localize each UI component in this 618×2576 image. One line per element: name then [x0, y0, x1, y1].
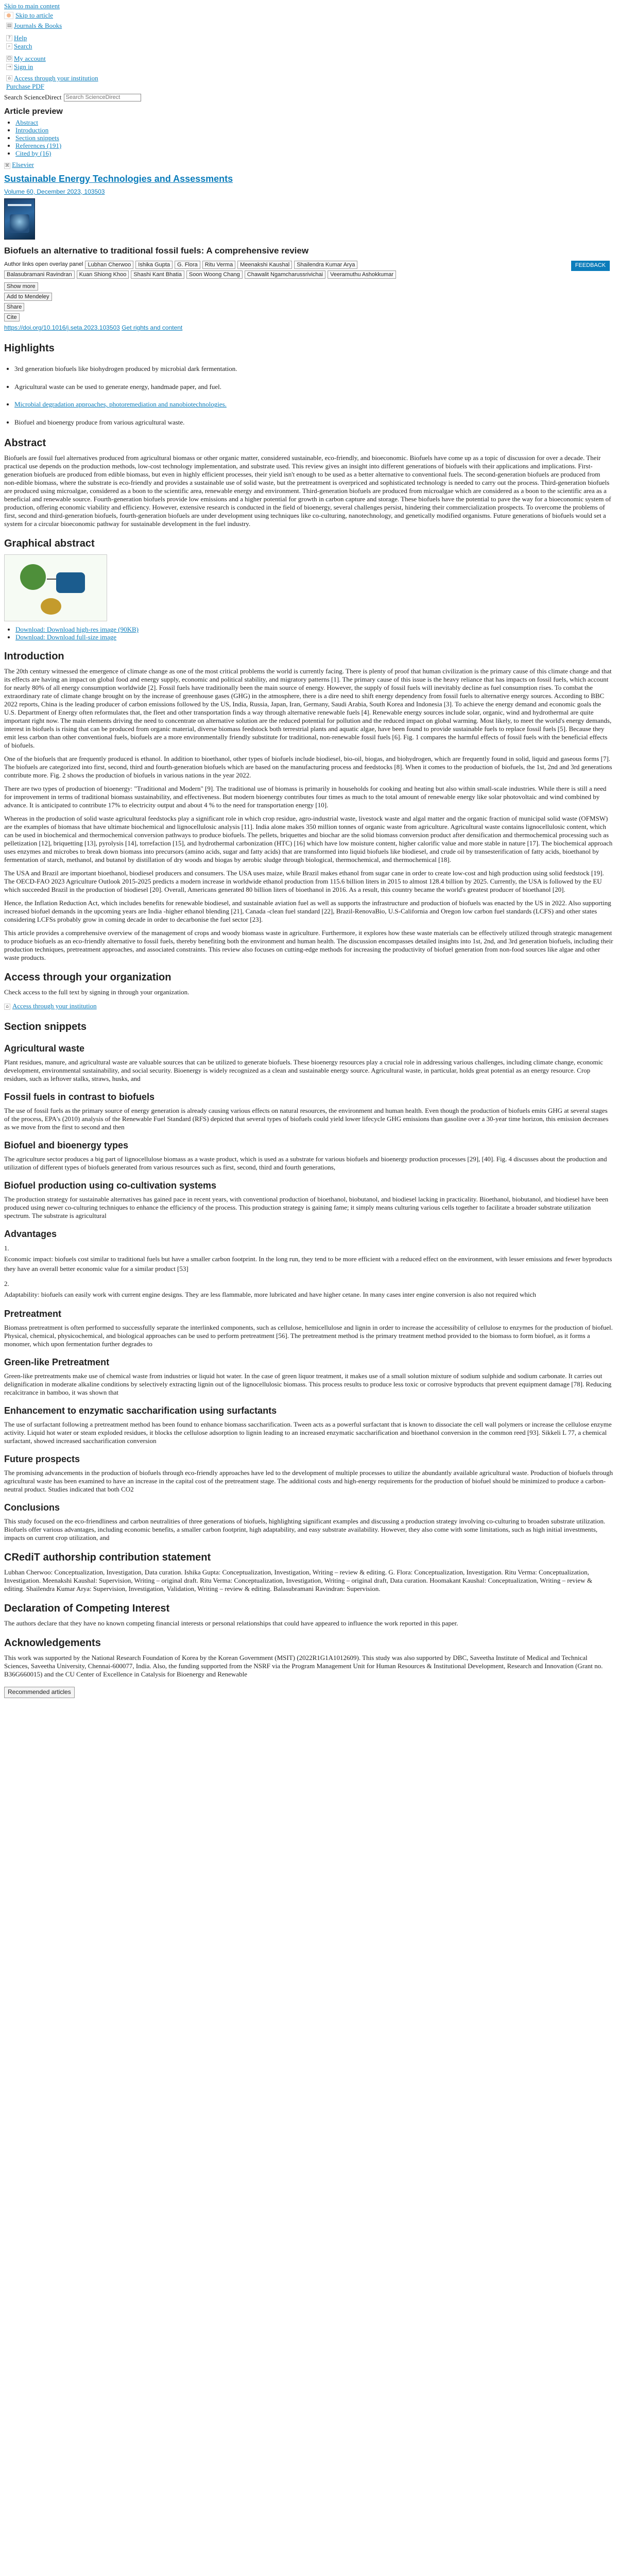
- elsevier-icon: ⌘: [5, 163, 10, 169]
- download-full-size-link[interactable]: Download: Download full-size image: [15, 633, 117, 641]
- snippet-text: The production strategy for sustainable alternatives has gained pace in recent years, with conventional production of bioethanol, biobutanol, and biodiesel lacking in practicality. Bioethanol, biobutanol, and biodiesel have been produced using newer co-culturing techniques to enhance the efficiency of the process. This production strategy is gaining fame; it simply means culturing various cells together to facilitate a broader substrate utilization spectrum. The substrate is agricultural: [4, 1195, 609, 1220]
- add-mendeley-button[interactable]: Add to Mendeley: [4, 293, 52, 301]
- institution-icon: ⌂: [4, 1004, 10, 1010]
- authors-row: [4, 261, 614, 269]
- cite-button[interactable]: Cite: [4, 313, 20, 321]
- credit-text: Lubhan Cherwoo: Conceptualization, Investigation, Data curation. Ishika Gupta: Conceptualization, Investigation, Writing – review & editing. G. Flora: Conceptualization, Investigation. Ritu Verma: Conceptualization, Investigation. Meenakshi Kaushal: Supervision, Writing – original draft. Ritu Verma: Conceptualization, Investigation, Writing – original draft, Data curation. Hoomakant Kaushal: Conceptualization, Writing – review & editing. Shailendra Kumar Arya: Supervision, Investigation, Validation, Writing – review & editing. Balasubramani Ravindran: Supervision.: [4, 1568, 592, 1593]
- advantages-title: Advantages: [4, 1229, 57, 1240]
- access-institution-link[interactable]: Access through your institution: [14, 74, 98, 82]
- skip-to-main-link[interactable]: Skip to main content: [4, 2, 60, 10]
- author-chip[interactable]: Chawalit Ngamcharussrivichai: [245, 270, 325, 279]
- highlight-item: • 3rd generation biofuels like biohydrogen produced by microbial dark fermentation.: [14, 364, 614, 374]
- snippet-title: Biofuel production using co-cultivation systems: [4, 1180, 217, 1191]
- search-input[interactable]: [64, 94, 141, 101]
- user-nav: [4, 34, 614, 50]
- toc-introduction[interactable]: Introduction: [15, 126, 49, 134]
- declaration-heading: Declaration of Competing Interest: [4, 1603, 170, 1615]
- highlight-item: • Biofuel and bioenergy produce from various agricultural waste.: [14, 418, 614, 428]
- ga-downloads: [15, 625, 614, 641]
- search-label: Search ScienceDirect: [4, 93, 62, 101]
- intro-paragraph: Hence, the Inflation Reduction Act, which includes benefits for renewable biodiesel, and sustainable aviation fuel as well as supports the infrastructure and production of biofuels was enacted by the US in 2022. Also supporting increased biofuel demands in the upcoming years are India -higher ethanol blending [21], Canada -clean fuel standard [22], Brazil-RenovaBio, U.S-California and Oregon low carbon fuel standards (LCFS) and other states considering LCFSs probably grow in coming decade in order to decarbonise the fuel sector [23].: [4, 899, 611, 924]
- authors-row-2: [4, 270, 614, 279]
- journal-issue-link[interactable]: Volume 60, December 2023, 103503: [4, 188, 105, 195]
- snippet-text: Green-like pretreatments make use of chemical waste from industries or liquid hot water. In the case of green liquor treatment, it makes use of a small solution mixture of sodium sulphide and sodium carbonate. It carries out delignification in moderate alkaline conditions by selectively extracting lignin out of the lignocellulosic biomass. This process results to produce less toxic or corrosive byproducts that prevent equipment damage [78]. Reducing recalcitrance in bamboo, it was shown that: [4, 1371, 612, 1396]
- snippet-title: Fossil fuels in contrast to biofuels: [4, 1092, 155, 1103]
- snippet-title: Biofuel and bioenergy types: [4, 1140, 129, 1151]
- advantages-list: [4, 1244, 614, 1299]
- article-title: Biofuels an alternative to traditional fossil fuels: A comprehensive review: [4, 246, 309, 256]
- journal-title-link[interactable]: Sustainable Energy Technologies and Assessments: [4, 173, 233, 184]
- skip-to-article-link[interactable]: Skip to article: [15, 11, 53, 19]
- author-chip[interactable]: Lubhan Cherwoo: [85, 261, 133, 269]
- journals-icon: ▤: [7, 23, 12, 28]
- introduction-heading: Introduction: [4, 651, 64, 663]
- my-account-link[interactable]: My account: [14, 55, 46, 62]
- institution-icon: ⌂: [6, 75, 12, 81]
- author-chip[interactable]: G. Flora: [175, 261, 200, 269]
- snippet-text: The use of surfactant following a pretreatment method has been found to enhance biomass saccharification. Tween acts as a powerful surfactant that is known to dissociate the cell wall polymers or increase the cellulose enzyme activity. Liquid hot water or steam exploded residues, it blocks the cellulose adsorption to lignin leading to an increased enzymatic saccharification and bioethanol conversion in the common reed [93]. Sikkeli L 77, a chemical surfactant, showed increased saccharification conversion: [4, 1420, 612, 1445]
- search-bar: [4, 93, 614, 103]
- help-link[interactable]: Help: [14, 34, 27, 42]
- intro-paragraph: There are two types of production of bioenergy: "Traditional and Modern" [9]. The traditional use of biomass is primarily in households for cooking and heating but also within small-scale industries. While there is still a need for improvement in terms of traditional biomass sustainability, and effectiveness. But modern bioenergy contributes four times as much to the total amount of renewable energy like solar photovoltaic and wind combined by advance. It is anticipated to contribute 17% to electricity output and about 4 % to the need for transportation energy [10].: [4, 785, 607, 809]
- credit-heading: CRediT authorship contribution statement: [4, 1552, 211, 1564]
- top-nav: [4, 22, 614, 30]
- access-nav: [4, 74, 614, 91]
- search-link[interactable]: Search: [14, 42, 32, 50]
- snippet-text: The agriculture sector produces a big part of lignocellulose biomass as a waste product, which is used as a substrate for various biofuels and bioenergy production processes [29], [40]. Fig. 4 discusses about the production and utilization of different types of biofuels generated from various resources such as first, second, third and fourth generations,: [4, 1155, 607, 1172]
- intro-paragraph: One of the biofuels that are frequently produced is ethanol. In addition to bioethanol, other types of biofuels include biodiesel, bio-oil, biogas, and biohydrogen, which are frequently found in solid, liquid and gaseous forms [7]. The biofuels are categorized into first, second, third and fourth-generation biofuels which are based on the manufacturing process and feedstocks [8]. When it comes to the production of biofuels, the 1st, 2nd and 3rd generations contribute more. Fig. 2 shows the production of biofuels in various nations in the year 2022.: [4, 755, 612, 779]
- preview-toc: [15, 118, 614, 157]
- snippet-title: Future prospects: [4, 1453, 80, 1464]
- account-icon: ☺: [7, 56, 12, 61]
- author-chip[interactable]: Ritu Verma: [202, 261, 235, 269]
- snippet-title: Enhancement to enzymatic saccharification using surfactants: [4, 1405, 277, 1416]
- search-icon: ⌕: [6, 43, 12, 49]
- snippet-text: Plant residues, manure, and agricultural waste are valuable sources that can be utilized to generate biofuels. These bioenergy resources play a crucial role in addressing various challenges, including climate change, economic development, environmental sustainability, and social security. Bioenergy is widely recognized as a clean and sustainable energy source. Agricultural waste, in particular, holds great potential as an energy resource. Crop residues, such as leftover stalks, straws, husks, and: [4, 1058, 603, 1083]
- snippet-text: The use of fossil fuels as the primary source of energy generation is already causing various effects on natural resources, the environment and human health. Even though the production of biofuels emits GHG at several stages of the process, EPA's (2010) analysis of the Renewable Fuel Standard (RFS) depicted that several types of biofuels could yield lower lifecycle GHG emissions than gasoline over a 30-year time horizon, this emission decreases as we move from the first to second and then: [4, 1107, 609, 1131]
- declaration-text: The authors declare that they have no known competing financial interests or personal relationships that could have appeared to influence the work reported in this paper.: [4, 1619, 458, 1628]
- recommended-articles-button[interactable]: Recommended articles: [4, 1687, 75, 1698]
- elsevier-logo-icon[interactable]: [4, 12, 13, 19]
- share-button[interactable]: Share: [4, 303, 24, 311]
- snippet-text: This study focused on the eco-friendliness and carbon neutralities of three generations of biofuels, highlighting significant examples and discussing a production strategy involving co-culturing to broaden substrate utilization. Biofuels offer various advantages, including economic benefits, a smaller carbon footprint, high adaptability, and easy substrate availability. However, they also come with some limitations, such as high initial investments, impacts on current crop utilization, and: [4, 1517, 606, 1542]
- article-preview-heading: Article preview: [4, 107, 63, 116]
- abstract-text: Biofuels are fossil fuel alternatives produced from agricultural biomass or other organic matter, considered sustainable, eco-friendly, and bioeconomic. Biofuels have come up as a topic of discussion for over a decade. Their practical use depends on the production methods, low-cost technology implementation, and substrate used. This review gives an insight into different generations of biofuels with their applications and implications. First-generation biofuels are produced from edible biomass, but even in highly efficient processes, their yield isn't enough to be used as a better alternative to conventional fuels. The second-generation biofuels are produced from non-edible biomass, where the substrate is eco-friendly and provides a sustainable use of solid waste, but the pretreatment is overpriced and sophisticated technology is needed to carry out the process. Third-generation biofuels are produced using microalgae, considered as a boon to the scientific area, renewable energy and environment. Third-generation biofuels are produced from microalgae which are considered as a boon to the scientific area as a beneficial and renewable source. Fourth-generation biofuels provide low emissions and a higher potential for growth in carbon capture and storage. These biofuels have the potential to pave the way for a bioeconomic system of production, offering economic viability and efficiency. However, extensive research is conducted in the field of bioenergy, several challenges persist, hindering their commercialization prospects. To overcome the problems of first, second and third-generation biofuels, fourth-generation biofuels are under development using techniques like co-culturing, nanotechnology, and genetically modified organisms. Future generations of biofuels would set a system for a circular bioeconomic pathway for sustainable development in the fuel industry.: [4, 454, 611, 528]
- toc-cited-by[interactable]: Cited by (16): [15, 149, 52, 158]
- highlights-list: [14, 364, 614, 428]
- author-chip[interactable]: Ishika Gupta: [135, 261, 173, 269]
- toc-section-snippets[interactable]: Section snippets: [15, 134, 59, 142]
- elsevier-logo-link[interactable]: [4, 160, 614, 170]
- feedback-button[interactable]: FEEDBACK: [571, 261, 610, 271]
- author-links-label: Author links open overlay panel: [4, 261, 83, 268]
- author-chip[interactable]: Veeramuthu Ashokkumar: [328, 270, 396, 279]
- intro-paragraph: The USA and Brazil are important bioethanol, biodiesel producers and consumers. The USA uses maize, while Brazil makes ethanol from sugar cane in order to create low-cost and high production using solid feedstock [19]. The OECD-FAO 2023 Agriculture Outlook 2015-2025 predicts a modern increase in worldwide ethanol production from 115.6 billion liters in 2015 to almost 128.4 billion by 2025. Currently, the USA is followed by the EU which succeeded Brazil in the production of biodiesel [20]. Overall, Americans generated 80 billion liters of bioethanol in 2016. As a result, this country became the world's greatest producer of bioethanol [20].: [4, 869, 604, 894]
- help-icon: ?: [6, 35, 12, 41]
- account-nav: [4, 55, 614, 71]
- author-chip[interactable]: Balasubramani Ravindran: [4, 270, 75, 279]
- author-chip[interactable]: Kuan Shiong Khoo: [77, 270, 129, 279]
- toc-references[interactable]: References (191): [15, 142, 62, 150]
- author-chip[interactable]: Meenakshi Kaushal: [237, 261, 292, 269]
- snippet-text: Biomass pretreatment is often performed to successfully separate the interlinked components, such as cellulose, hemicellulose and lignin in order to increase the accessibility of cellulose to enzymes for the production of biofuel. Physical, chemical, physicochemical, and biological approaches can be used to perform pretreatment [56]. The pretreatment method is the primary treatment method provided to the biomass to form biofuel, as it forms a monomer, which upon fermentation further degrades to: [4, 1323, 613, 1348]
- download-high-res-link[interactable]: Download: Download high-res image (90KB): [15, 625, 139, 634]
- acknowledgements-heading: Acknowledgements: [4, 1637, 101, 1649]
- highlight-item: • Microbial degradation approaches, photoremediation and nanobiotechnologies.: [14, 400, 614, 410]
- skip-links: [4, 2, 614, 20]
- intro-paragraph: The 20th century witnessed the emergence of climate change as one of the most critical problems the world is currently facing. There is plenty of proof that human civilization is the primary cause of this climate change and that its effects are having an impact on global food and energy supply, economic and political stability, and migratory patterns [1]. The primary cause of this issue is the heavy reliance that has impacts on fossil fuels, which account for nearly 80% of all energy consumption worldwide [2]. Fossil fuels have traditionally been the main source of energy. However, the supply of fossil fuels will inevitably decline as fuel consumption rises. To combat the extraordinary rate of climate change brought on by the increase of greenhouse gases (GHG) in the atmosphere, there is a dire need to shift energy dependency from fossil fuels to alternative energy sources. According to BBC 2022 reports, China is the leading producer of carbon emissions followed by the US, India, Russia, Japan, Iran, Germany, Saudi Arabia, South Korea and Indonesia [3]. To achieve the energy demand and economic goals the U.S. Department of Energy often reformulates that, the fleet and other transportation finds a way through alternative renewable fuels [4]. Renewable energy sources include solar, organic, wind and hydrothermal are quite important right now. The main elements driving the need to concentrate on alternative solution are the reduced potential for pollution and the reduced impact on global warming. Most likely, to meet the world's energy demands, interest in biofuels is rising that can be produced from organic material, diverse biomass feedstock both terrestrial plants and aquatic algae, have been found to provide sustainable fuels to replace fossil fuels [5]. Because they emit less carbon than other conventional fuels, biofuels are a more environmentally friendly substitute for traditional, non-renewable fossil fuels [6]. Fig. 1 compares the harmful effects of fossil fuels with the beneficial effects of biofuels.: [4, 667, 612, 750]
- advantage-item: 1. Economic impact: biofuels cost similar to traditional fuels but have a smaller carbon footprint. In the long run, they tend to be more efficient with a reduced effect on the environment, with lesser emissions and fewer byproducts they have an overall better economic value for a similar product [53]: [4, 1244, 612, 1273]
- access-institution-link-2[interactable]: Access through your institution: [12, 1002, 97, 1010]
- show-more-button[interactable]: Show more: [4, 282, 38, 291]
- graphical-abstract-heading: Graphical abstract: [4, 538, 95, 550]
- author-chip[interactable]: Soon Woong Chang: [186, 270, 243, 279]
- doi-link[interactable]: https://doi.org/10.1016/j.seta.2023.103503: [4, 324, 120, 332]
- nav-journals-books[interactable]: Journals & Books: [14, 22, 62, 29]
- sign-in-icon: →: [6, 64, 12, 70]
- elsevier-link[interactable]: Elsevier: [12, 161, 34, 169]
- access-heading: Access through your organization: [4, 972, 171, 984]
- author-chip[interactable]: Shashi Kant Bhatia: [131, 270, 184, 279]
- author-chip[interactable]: Shailendra Kumar Arya: [294, 261, 357, 269]
- purchase-pdf-link[interactable]: Purchase PDF: [6, 82, 45, 90]
- intro-paragraph: Whereas in the production of solid waste agricultural feedstocks play a significant role in which crop residue, agro-industrial waste, livestock waste and algal matter and the organic fraction of municipal solid waste (OFMSW) are the examples of biomass that have ultimate biochemical and lignocellulosic analysis [11]. India alone makes 350 million tonnes of organic waste from agriculture. Agricultural waste contains lignocellulosic content, which can be used in biochemical and thermochemical conversion pathways to produce biofuels. The pellets, briquettes and biochar are the solid biomass conversion product after densification and thermochemical processing such as pelletization [12], briquetting [13], pyrolysis [14], torrefaction [15], and hydrothermal carbonization (HTC) [16] which have low moisture content, higher calorific value and more stable in nature [17]. The biochemical approach uses enzymes and microbes to break down biomass into precursors (amino acids, sugar and fatty acids) that are transformed into liquid biofuels like biodiesel, and crude oil by transesterification of fatty acids, bioethanol by fermentation of starch, methanol, and butanol by distillation of dry woods and biogas by aerobic sludge through biological, thermochemical, and thermochemical [18].: [4, 815, 613, 864]
- snippet-title: Pretreatment: [4, 1308, 62, 1319]
- snippet-title: Agricultural waste: [4, 1043, 85, 1054]
- access-text: Check access to the full text by signing in through your organization.: [4, 988, 190, 996]
- sign-in-link[interactable]: Sign in: [14, 63, 33, 71]
- advantage-item: 2. Adaptability: biofuels can easily work with current engine designs. They are less flammable, more lubricated and have higher cetane. In many cases inter engine conversion is also not required which: [4, 1279, 536, 1298]
- abstract-heading: Abstract: [4, 437, 46, 449]
- acknowledgements-text: This work was supported by the National Research Foundation of Korea by the Korean Government (MSIT) (2022R1G1A1012609). This study was also supported by DBC, Saveetha Institute of Medical and Technical Sciences, Saveetha University, Chennai-600077, India. Also, the funding supported from the NSRF via the Program Management Unit for Human Resources & Institutional Development, Research and Innovation (Grant no. B36G660015) and the CU Center of Excellence in Catalysis for Bioenergy and Renewable: [4, 1654, 603, 1679]
- snippet-text: The promising advancements in the production of biofuels through eco-friendly approaches have led to the development of multiple processes to utilize the abundantly available agricultural waste. Production of biofuels through agricultural waste has been examined to have an increase in the capital cost of the pretreatment stage. The additional costs and high-energy requirements for the production of biofuel should be minimized to produce a carbon-neutral product. Studies indicated that both CO2: [4, 1469, 613, 1494]
- graphical-abstract-image[interactable]: [4, 554, 107, 621]
- highlights-heading: Highlights: [4, 342, 55, 354]
- highlight-item: • Agricultural waste can be used to generate energy, handmade paper, and fuel.: [14, 382, 614, 392]
- intro-paragraph: This article provides a comprehensive overview of the management of crops and woody biomass waste in agriculture. Furthermore, it explores how these waste materials can be effectively utilized through strategic management to produce biofuels as an eco-friendly alternative to fossil fuels, thereby benefiting both the environment and human health. The discussion encompasses detailed insights into 1st, 2nd, and 3rd generation biofuels, including their production techniques, pretreatment approaches, and associated constraints. This review also focuses on cutting-edge methods for increasing the productivity of biofuel generation from non-food sources like algae and other waste products.: [4, 929, 613, 962]
- rights-link[interactable]: Get rights and content: [122, 324, 183, 332]
- section-snippets-heading: Section snippets: [4, 1021, 87, 1032]
- snippet-title: Conclusions: [4, 1502, 60, 1513]
- toc-abstract[interactable]: Abstract: [15, 118, 39, 127]
- journal-cover-image[interactable]: [4, 198, 35, 240]
- snippet-title: Green-like Pretreatment: [4, 1357, 110, 1367]
